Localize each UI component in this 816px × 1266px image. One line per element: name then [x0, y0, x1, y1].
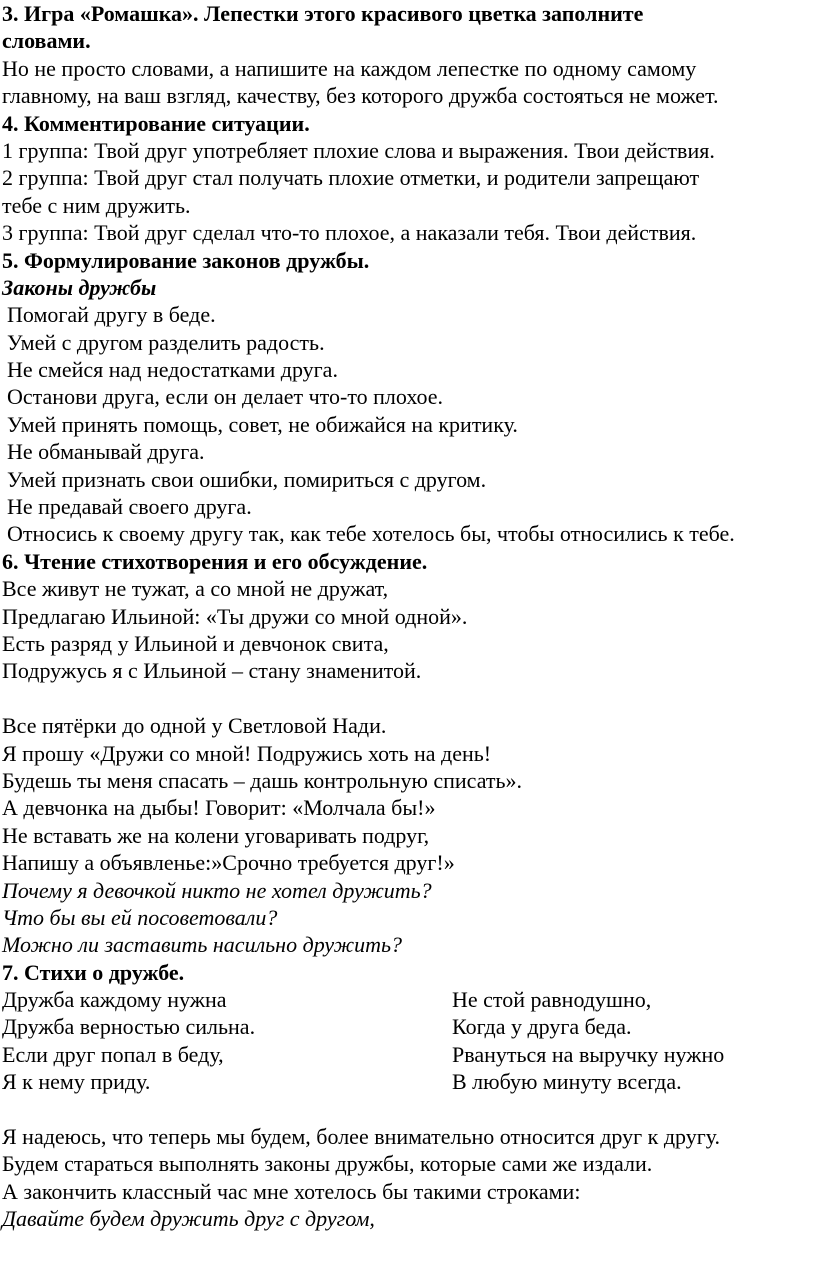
group-2-situation-cont: тебе с ним дружить.	[2, 192, 191, 218]
poem-line: Напишу а объявленье:»Срочно требуется друг!»	[2, 850, 455, 876]
group-2-situation: 2 группа: Твой друг стал получать плохие отметки, и родители запрещают	[2, 165, 700, 191]
poem-line: Все пятёрки до одной у Светловой Нади.	[2, 713, 387, 739]
poem-line: Я к нему приду.	[2, 1069, 151, 1095]
poem-line: Если друг попал в беду,	[2, 1041, 224, 1067]
law-item: Останови друга, если он делает что-то плохое.	[7, 384, 444, 410]
poem-line: Есть разряд у Ильиной и девчонок свита,	[2, 630, 389, 656]
law-item: Не предавай своего друга.	[7, 494, 252, 520]
poem-line: Предлагаю Ильиной: «Ты дружи со мной одной».	[2, 603, 468, 629]
poem-line: Подружусь я с Ильиной – стану знаменитой.	[2, 658, 422, 684]
law-item: Умей с другом разделить радость.	[7, 329, 325, 355]
closing-text: Я надеюсь, что теперь мы будем, более внимательно относится друг к другу.	[2, 1124, 721, 1150]
group-3-situation: 3 группа: Твой друг сделал что-то плохое, а наказали тебя. Твои действия.	[2, 220, 697, 246]
discussion-question: Что бы вы ей посоветовали?	[2, 904, 278, 930]
stanza-gap	[2, 685, 816, 712]
section-gap	[2, 1096, 816, 1123]
poem-line: Дружба каждому нужна	[2, 987, 227, 1013]
poem-line: Не вставать же на колени уговаривать подруг,	[2, 822, 430, 848]
discussion-question: Почему я девочкой никто не хотел дружить?	[2, 877, 432, 903]
closing-text: А закончить классный час мне хотелось бы такими строками:	[2, 1178, 581, 1204]
law-item: Умей принять помощь, совет, не обижайся на критику.	[7, 411, 518, 437]
law-item: Помогай другу в беде.	[7, 302, 216, 328]
poem-right-column	[452, 986, 812, 1096]
poem-line: Когда у друга беда.	[452, 1014, 632, 1040]
law-item: Умей признать свои ошибки, помириться с другом.	[7, 466, 487, 492]
poem-line: Дружба верностью сильна.	[2, 1014, 256, 1040]
poem-line: В любую минуту всегда.	[452, 1069, 682, 1095]
poem-line: Я прошу «Дружи со мной! Подружись хоть на день!	[2, 740, 492, 766]
law-item: Относись к своему другу так, как тебе хотелось бы, чтобы относились к тебе.	[7, 521, 735, 547]
section-6-heading: 6. Чтение стихотворения и его обсуждение.	[2, 548, 428, 574]
poem-line: А девчонка на дыбы! Говорит: «Молчала бы!»	[2, 795, 436, 821]
poem-left-column	[2, 986, 452, 1096]
closing-quote: Давайте будем дружить друг с другом,	[2, 1206, 375, 1232]
law-item: Не смейся над недостатками друга.	[7, 357, 338, 383]
section-5-heading: 5. Формулирование законов дружбы.	[2, 247, 370, 273]
law-item: Не обманывай друга.	[7, 439, 205, 465]
closing-text: Будем стараться выполнять законы дружбы, которые сами же издали.	[2, 1151, 653, 1177]
section-4-heading: 4. Комментирование ситуации.	[2, 110, 310, 136]
poem-line: Рвануться на выручку нужно	[452, 1041, 725, 1067]
poem-line: Все живут не тужат, а со мной не дружат,	[2, 576, 389, 602]
section-3-text-cont: главному, на ваш взгляд, качеству, без которого дружба состояться не может.	[2, 83, 719, 109]
discussion-question: Можно ли заставить насильно дружить?	[2, 932, 403, 958]
friendship-poem	[2, 986, 816, 1096]
section-7-heading: 7. Стихи о дружбе.	[2, 959, 185, 985]
poem-line: Будешь ты меня спасать – дашь контрольную списать».	[2, 767, 523, 793]
poem-line: Не стой равнодушно,	[452, 987, 652, 1013]
laws-subheading: Законы дружбы	[2, 274, 157, 300]
section-3-heading: 3. Игра «Ромашка». Лепестки этого красивого цветка заполните	[2, 1, 644, 26]
section-3-text: Но не просто словами, а напишите на каждом лепестке по одному самому	[2, 55, 697, 81]
group-1-situation: 1 группа: Твой друг употребляет плохие слова и выражения. Твои действия.	[2, 137, 715, 163]
section-3-heading-cont: словами.	[2, 28, 91, 54]
